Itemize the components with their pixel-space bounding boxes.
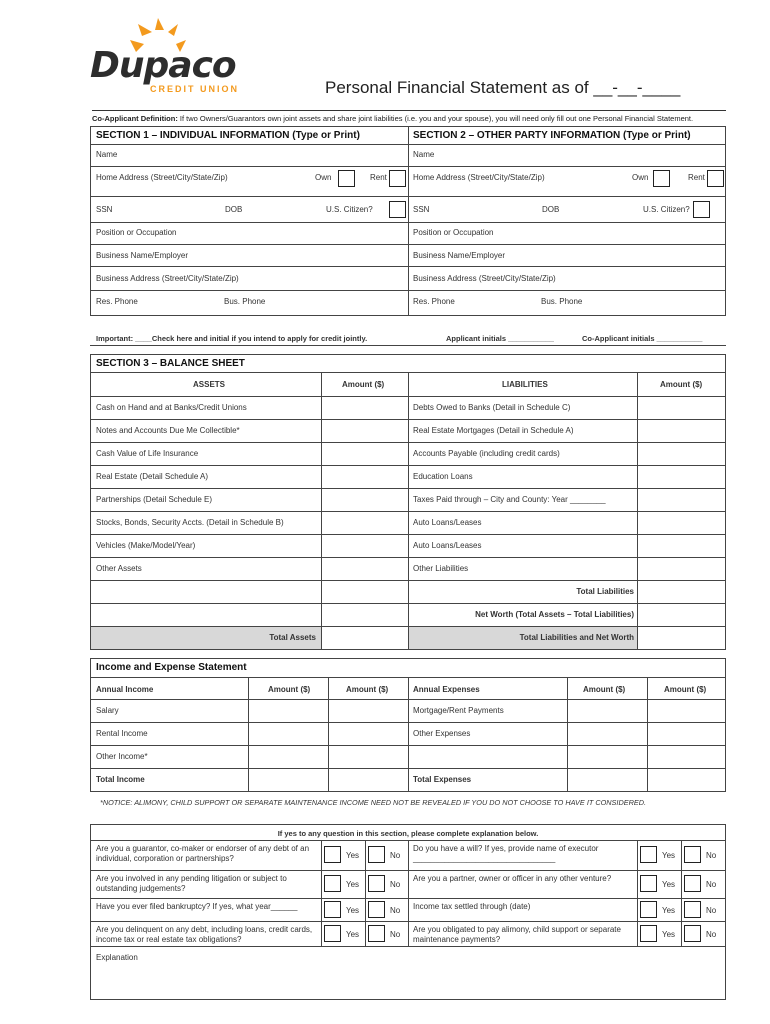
- question-right: Income tax settled through (date): [413, 902, 531, 911]
- yes-label: Yes: [346, 929, 360, 939]
- liability-amount-input[interactable]: [638, 397, 725, 418]
- logo-subtitle: CREDIT UNION: [150, 84, 239, 94]
- s1-res-phone-field[interactable]: Res. Phone: [96, 297, 138, 306]
- questions-heading: If yes to any question in this section, please complete explanation below.: [277, 829, 539, 838]
- s1-ssn-field[interactable]: SSN: [96, 205, 113, 214]
- applicant-initials-field[interactable]: Applicant initials ___________: [446, 334, 554, 343]
- section-2-heading: SECTION 2 – OTHER PARTY INFORMATION (Type or Print): [413, 130, 691, 141]
- income-row-label: Salary: [96, 706, 119, 715]
- asset-amount-input[interactable]: [322, 489, 407, 510]
- s2-home-address-field[interactable]: Home Address (Street/City/State/Zip): [413, 173, 545, 182]
- asset-amount-input[interactable]: [322, 397, 407, 418]
- no-checkbox[interactable]: [368, 846, 385, 863]
- no-label: No: [706, 851, 717, 860]
- s2-rent-checkbox[interactable]: [707, 170, 724, 187]
- liability-amount-input[interactable]: [638, 466, 725, 487]
- income-row-label: Rental Income: [96, 729, 148, 738]
- asset-row-label: Cash Value of Life Insurance: [96, 449, 199, 458]
- yes-label: Yes: [346, 880, 360, 889]
- income-amount-header-1: Amount ($): [268, 685, 311, 694]
- liabilities-header: LIABILITIES: [502, 380, 548, 389]
- s2-dob-field[interactable]: DOB: [542, 205, 560, 214]
- expense-row-label: Mortgage/Rent Payments: [413, 706, 504, 715]
- yes-checkbox[interactable]: [640, 901, 657, 918]
- liability-amount-input[interactable]: [638, 443, 725, 464]
- asset-amount-input[interactable]: [322, 512, 407, 533]
- total-assets-label: Total Assets: [269, 633, 316, 642]
- alimony-notice: *NOTICE: ALIMONY, CHILD SUPPORT OR SEPARATE MAINTENANCE INCOME NEED NOT BE REVEALED IF YOU DO NOT CHOOSE TO HAVE IT CONSIDERED.: [100, 798, 647, 807]
- s2-own-label: Own: [632, 173, 649, 182]
- no-checkbox[interactable]: [684, 925, 701, 942]
- liability-amount-input[interactable]: [638, 489, 725, 510]
- s1-rent-checkbox[interactable]: [389, 170, 406, 187]
- yes-checkbox[interactable]: [324, 925, 341, 942]
- asset-row-label: Partnerships (Detail Schedule E): [96, 495, 213, 504]
- yes-label: Yes: [346, 905, 360, 915]
- total-liab-net-worth-label: Total Liabilities and Net Worth: [519, 633, 634, 642]
- s2-citizen-label: U.S. Citizen?: [643, 205, 690, 214]
- s1-bus-phone-field[interactable]: Bus. Phone: [224, 297, 266, 306]
- s1-business-field[interactable]: Business Name/Employer: [96, 251, 189, 260]
- s2-rent-label: Rent: [688, 173, 705, 182]
- asset-amount-input[interactable]: [322, 443, 407, 464]
- asset-row-label: Real Estate (Detail Schedule A): [96, 472, 209, 481]
- yes-label: Yes: [346, 851, 360, 860]
- s2-citizen-checkbox[interactable]: [693, 201, 710, 218]
- coapplicant-initials-field[interactable]: Co-Applicant initials ___________: [582, 334, 703, 343]
- asset-amount-input[interactable]: [322, 466, 407, 487]
- expense-row-label: Other Expenses: [413, 729, 471, 738]
- liability-row-label: Education Loans: [413, 472, 473, 481]
- yes-checkbox[interactable]: [324, 901, 341, 918]
- s1-own-checkbox[interactable]: [338, 170, 355, 187]
- yes-checkbox[interactable]: [324, 846, 341, 863]
- no-label: No: [706, 905, 717, 915]
- s1-citizen-checkbox[interactable]: [389, 201, 406, 218]
- s1-name-field[interactable]: Name: [96, 150, 118, 159]
- liability-row-label: Auto Loans/Leases: [413, 518, 482, 527]
- s2-own-checkbox[interactable]: [653, 170, 670, 187]
- asset-amount-input[interactable]: [322, 558, 407, 579]
- page-title: Personal Financial Statement as of __-__-____: [325, 78, 681, 97]
- section-3-heading: SECTION 3 – BALANCE SHEET: [96, 358, 245, 369]
- no-checkbox[interactable]: [368, 925, 385, 942]
- question-right: Are you a partner, owner or officer in any other venture?: [413, 874, 612, 883]
- no-label: No: [706, 880, 717, 889]
- yes-label: Yes: [662, 929, 676, 939]
- no-label: No: [390, 905, 401, 915]
- asset-row-label: Cash on Hand and at Banks/Credit Unions: [96, 403, 247, 412]
- yes-label: Yes: [662, 880, 676, 889]
- net-worth-label: Net Worth (Total Assets – Total Liabilities): [475, 610, 634, 619]
- liability-row-label: Debts Owed to Banks (Detail in Schedule C): [413, 403, 571, 412]
- no-checkbox[interactable]: [684, 875, 701, 892]
- question-left: Are you delinquent on any debt, including loans, credit cards, income tax or real estate tax obligations?: [96, 925, 313, 944]
- income-row-label: Total Income: [96, 775, 145, 784]
- liability-amount-input[interactable]: [638, 535, 725, 556]
- no-label: No: [390, 929, 401, 939]
- expense-amount-header-1: Amount ($): [583, 685, 626, 694]
- yes-checkbox[interactable]: [640, 925, 657, 942]
- expense-row-label: Total Expenses: [413, 775, 472, 784]
- assets-header: ASSETS: [193, 380, 226, 389]
- no-checkbox[interactable]: [684, 901, 701, 918]
- no-checkbox[interactable]: [368, 875, 385, 892]
- s1-bus-address-field[interactable]: Business Address (Street/City/State/Zip): [96, 274, 239, 283]
- liability-row-label: Real Estate Mortgages (Detail in Schedule A): [413, 426, 574, 435]
- s2-position-field[interactable]: Position or Occupation: [413, 228, 494, 237]
- s2-bus-phone-field[interactable]: Bus. Phone: [541, 297, 583, 306]
- liability-amount-input[interactable]: [638, 558, 725, 579]
- asset-amount-input[interactable]: [322, 535, 407, 556]
- liability-row-label: Other Liabilities: [413, 564, 469, 573]
- expense-amount-header-2: Amount ($): [664, 685, 707, 694]
- explanation-field[interactable]: Explanation: [96, 953, 138, 962]
- s2-res-phone-field[interactable]: Res. Phone: [413, 297, 455, 306]
- income-row-label: Other Income*: [96, 752, 148, 761]
- annual-expenses-header: Annual Expenses: [413, 685, 480, 694]
- no-label: No: [706, 929, 717, 939]
- no-label: No: [390, 851, 401, 860]
- no-label: No: [390, 880, 401, 889]
- s2-bus-address-field[interactable]: Business Address (Street/City/State/Zip): [413, 274, 556, 283]
- asset-row-label: Other Assets: [96, 564, 142, 573]
- question-left: Have you ever filed bankruptcy? If yes, what year______: [96, 902, 298, 911]
- yes-checkbox[interactable]: [640, 875, 657, 892]
- question-right: Are you obligated to pay alimony, child support or separate maintenance payments?: [413, 925, 621, 944]
- s1-dob-field[interactable]: DOB: [225, 205, 243, 214]
- income-amount-header-2: Amount ($): [346, 685, 389, 694]
- liability-row-label: Accounts Payable (including credit cards): [413, 449, 560, 458]
- joint-credit-check-line[interactable]: Important: ____Check here and initial if you intend to apply for credit jointly.: [96, 334, 368, 343]
- income-expense-heading: Income and Expense Statement: [96, 662, 247, 673]
- liability-amount-input[interactable]: [638, 420, 725, 441]
- assets-amount-header: Amount ($): [342, 380, 385, 389]
- liability-row-label: Taxes Paid through – City and County: Year ________: [413, 495, 606, 504]
- total-liabilities-label: Total Liabilities: [576, 587, 634, 596]
- s1-rent-label: Rent: [370, 173, 387, 182]
- asset-row-label: Notes and Accounts Due Me Collectible*: [96, 426, 240, 435]
- question-left: Are you a guarantor, co-maker or endorser of any debt of an individual, corporation or partnerships?: [96, 844, 310, 863]
- coapplicant-definition: Co-Applicant Definition: If two Owners/Guarantors own joint assets and share joint liabilities (i.e. you and your spouse), you will need only fill out one Personal Financial Statement.: [92, 110, 726, 123]
- yes-label: Yes: [662, 905, 676, 915]
- s1-home-address-field[interactable]: Home Address (Street/City/State/Zip): [96, 173, 228, 182]
- liability-amount-input[interactable]: [638, 512, 725, 533]
- s1-position-field[interactable]: Position or Occupation: [96, 228, 177, 237]
- s2-business-field[interactable]: Business Name/Employer: [413, 251, 506, 260]
- asset-row-label: Vehicles (Make/Model/Year): [96, 541, 196, 550]
- s1-own-label: Own: [315, 173, 332, 182]
- yes-label: Yes: [662, 851, 676, 860]
- section-1-heading: SECTION 1 – INDIVIDUAL INFORMATION (Type or Print): [96, 130, 360, 141]
- liabilities-amount-header: Amount ($): [660, 380, 703, 389]
- liability-row-label: Auto Loans/Leases: [413, 541, 482, 550]
- question-right: Do you have a will? If yes, provide name of executor ________________________________: [413, 844, 599, 863]
- asset-row-label: Stocks, Bonds, Security Accts. (Detail in Schedule B): [96, 518, 284, 527]
- yes-checkbox[interactable]: [640, 846, 657, 863]
- question-left: Are you involved in any pending litigation or subject to outstanding judgements?: [96, 874, 287, 893]
- no-checkbox[interactable]: [368, 901, 385, 918]
- no-checkbox[interactable]: [684, 846, 701, 863]
- annual-income-header: Annual Income: [96, 685, 154, 694]
- s1-citizen-label: U.S. Citizen?: [326, 205, 373, 214]
- s2-name-field[interactable]: Name: [413, 150, 435, 159]
- logo-wordmark: Dupaco: [90, 45, 236, 86]
- asset-amount-input[interactable]: [322, 420, 407, 441]
- s2-ssn-field[interactable]: SSN: [413, 205, 430, 214]
- yes-checkbox[interactable]: [324, 875, 341, 892]
